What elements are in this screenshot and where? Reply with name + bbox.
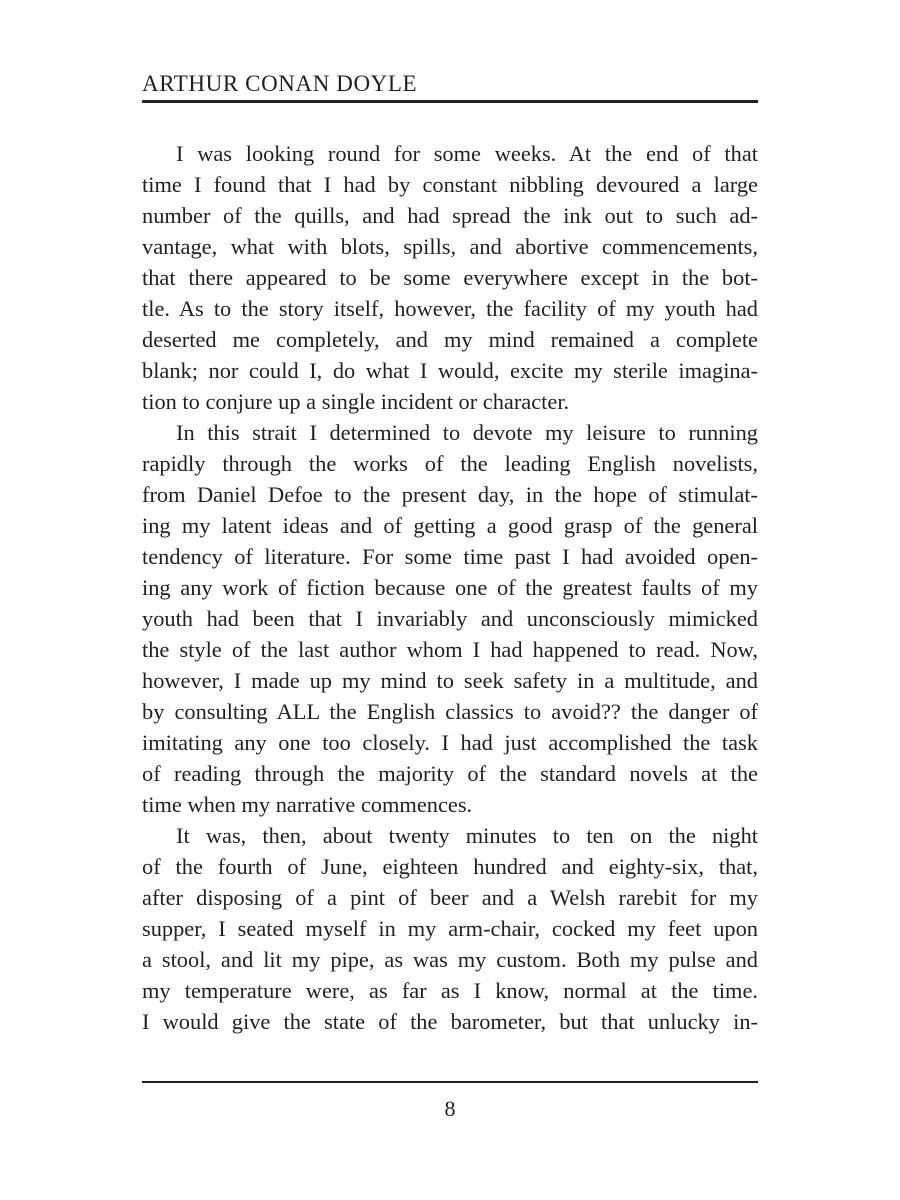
text-line: vantage, what with blots, spills, and abortive commencements, (142, 234, 758, 259)
text-line: of the fourth of June, eighteen hundred and eighty-six, that, (142, 854, 758, 879)
text-line: I would give the state of the barometer, but that unlucky in- (142, 1009, 758, 1034)
body-text (142, 138, 758, 1037)
text-line: that there appeared to be some everywhere except in the bot- (142, 265, 758, 290)
text-line: a stool, and lit my pipe, as was my custom. Both my pulse and (142, 947, 758, 972)
text-line: I was looking round for some weeks. At the end of that (176, 141, 758, 166)
text-line: supper, I seated myself in my arm-chair, cocked my feet upon (142, 916, 758, 941)
text-line: tion to conjure up a single incident or character. (142, 389, 570, 414)
text-line: ing any work of fiction because one of the greatest faults of my (142, 575, 758, 600)
text-line: rapidly through the works of the leading English novelists, (142, 451, 758, 476)
text-line: time I found that I had by constant nibbling devoured a large (142, 172, 758, 197)
text-line: of reading through the majority of the standard novels at the (142, 761, 758, 786)
text-line: tendency of literature. For some time past I had avoided open- (142, 544, 758, 569)
text-line: however, I made up my mind to seek safety in a multitude, and (142, 668, 758, 693)
text-line: It was, then, about twenty minutes to ten on the night (176, 823, 758, 848)
text-line: imitating any one too closely. I had just accomplished the task (142, 730, 758, 755)
text-line: time when my narrative commences. (142, 792, 473, 817)
paragraph-1 (142, 138, 758, 417)
running-head: ARTHUR CONAN DOYLE (142, 71, 418, 96)
text-line: from Daniel Defoe to the present day, in the hope of stimulat- (142, 482, 758, 507)
text-line: deserted me completely, and my mind remained a complete (142, 327, 758, 352)
page-number: 8 (444, 1096, 456, 1121)
paragraph-3 (142, 820, 758, 1037)
text-line: number of the quills, and had spread the ink out to such ad- (142, 203, 758, 228)
header-rule (142, 100, 758, 103)
text-line: after disposing of a pint of beer and a Welsh rarebit for my (142, 885, 758, 910)
text-line: blank; nor could I, do what I would, excite my sterile imagina- (142, 358, 758, 383)
footer-rule (142, 1081, 758, 1083)
paragraph-2 (142, 417, 758, 820)
text-line: youth had been that I invariably and unconsciously mimicked (142, 606, 758, 631)
text-line: tle. As to the story itself, however, the facility of my youth had (142, 296, 758, 321)
text-line: ing my latent ideas and of getting a good grasp of the general (142, 513, 758, 538)
text-line: my temperature were, as far as I know, normal at the time. (142, 978, 758, 1003)
text-line: In this strait I determined to devote my leisure to running (176, 420, 758, 445)
text-line: the style of the last author whom I had happened to read. Now, (142, 637, 758, 662)
text-line: by consulting ALL the English classics to avoid?? the danger of (142, 699, 758, 724)
